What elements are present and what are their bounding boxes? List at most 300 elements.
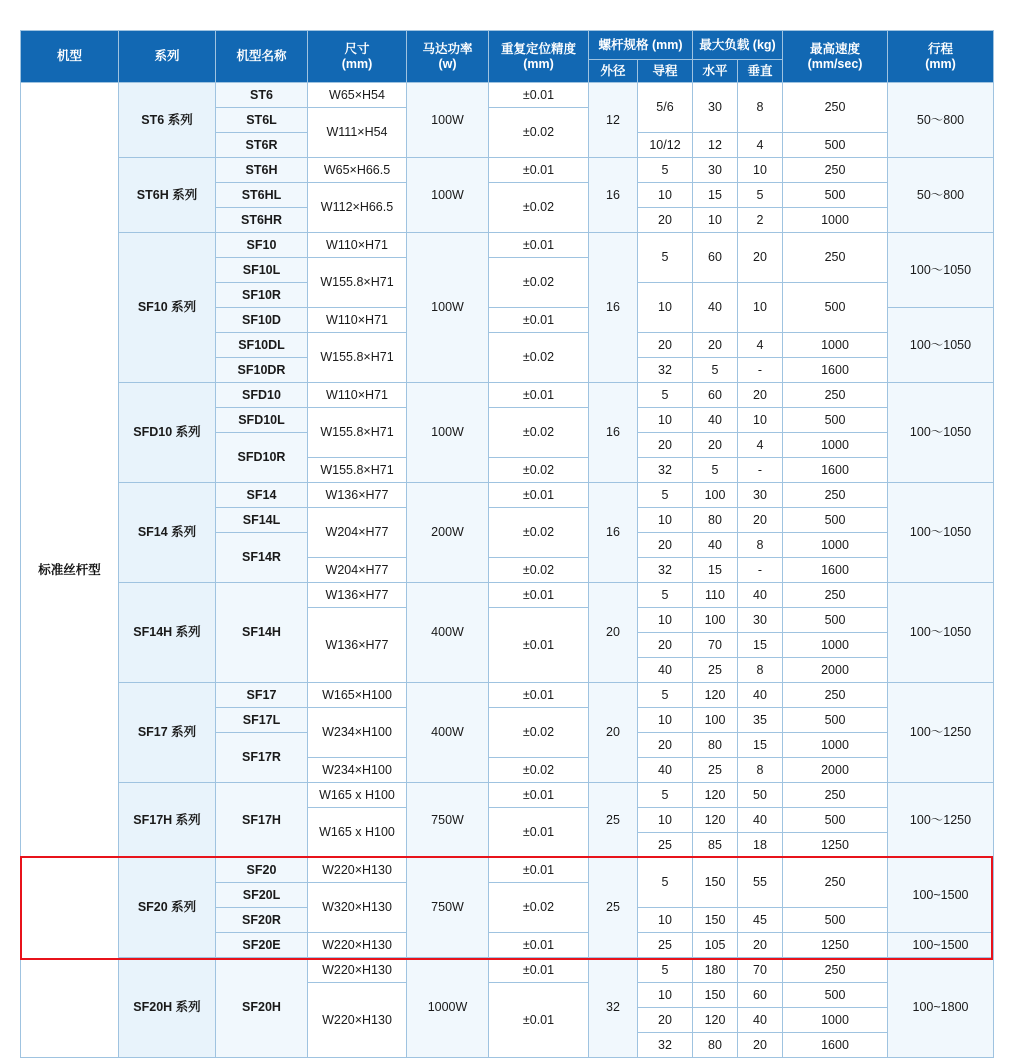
screw-lead-cell: 32 (638, 558, 693, 583)
screw-lead-cell: 40 (638, 758, 693, 783)
model-name-cell: SF20 (216, 858, 308, 883)
screw-outer-cell: 16 (589, 483, 638, 583)
load-horizontal-cell: 60 (693, 383, 738, 408)
screw-outer-cell: 20 (589, 583, 638, 683)
load-vertical-cell: 15 (738, 733, 783, 758)
table-row (21, 158, 994, 183)
size-cell: W136×H77 (308, 483, 407, 508)
screw-outer-cell: 16 (589, 158, 638, 233)
max-speed-cell: 250 (783, 158, 888, 183)
load-vertical-cell: - (738, 358, 783, 383)
screw-outer-cell: 16 (589, 383, 638, 483)
load-vertical-cell: 20 (738, 508, 783, 533)
screw-lead-cell: 10 (638, 508, 693, 533)
load-horizontal-cell: 100 (693, 483, 738, 508)
load-horizontal-cell: 30 (693, 83, 738, 133)
model-name-cell: SF17R (216, 733, 308, 783)
load-vertical-cell: 8 (738, 83, 783, 133)
screw-outer-cell: 12 (589, 83, 638, 158)
header-load-vertical: 垂直 (738, 60, 783, 83)
screw-lead-cell: 32 (638, 358, 693, 383)
load-vertical-cell: 10 (738, 408, 783, 433)
max-speed-cell: 500 (783, 508, 888, 533)
header-motor-power (407, 31, 489, 83)
load-horizontal-cell: 150 (693, 983, 738, 1008)
screw-lead-cell: 5 (638, 858, 693, 908)
motor-power-cell: 200W (407, 483, 489, 583)
size-cell: W110×H71 (308, 308, 407, 333)
max-speed-cell: 250 (783, 483, 888, 508)
size-cell: W155.8×H71 (308, 408, 407, 458)
size-cell: W110×H71 (308, 383, 407, 408)
repeat-accuracy-cell: ±0.01 (489, 308, 589, 333)
load-horizontal-cell: 100 (693, 708, 738, 733)
max-speed-cell: 1600 (783, 458, 888, 483)
header-stroke-line2: (mm) (925, 56, 956, 71)
repeat-accuracy-cell: ±0.01 (489, 158, 589, 183)
load-horizontal-cell: 80 (693, 1033, 738, 1058)
load-horizontal-cell: 40 (693, 533, 738, 558)
repeat-accuracy-cell: ±0.02 (489, 183, 589, 233)
load-vertical-cell: 55 (738, 858, 783, 908)
size-cell: W155.8×H71 (308, 458, 407, 483)
size-cell: W320×H130 (308, 883, 407, 933)
stroke-cell: 100～1050 (888, 383, 994, 483)
load-vertical-cell: 20 (738, 933, 783, 958)
max-speed-cell: 250 (783, 858, 888, 908)
model-name-cell: ST6R (216, 133, 308, 158)
screw-outer-cell: 25 (589, 858, 638, 958)
size-cell: W155.8×H71 (308, 258, 407, 308)
screw-outer-cell: 32 (589, 958, 638, 1058)
motor-power-cell: 100W (407, 83, 489, 158)
header-size-line1: 尺寸 (344, 41, 370, 56)
max-speed-cell: 1250 (783, 933, 888, 958)
load-vertical-cell: 8 (738, 758, 783, 783)
repeat-accuracy-cell: ±0.02 (489, 508, 589, 558)
repeat-accuracy-cell: ±0.01 (489, 608, 589, 683)
max-speed-cell: 1000 (783, 533, 888, 558)
motor-power-cell: 100W (407, 158, 489, 233)
screw-lead-cell: 5 (638, 233, 693, 283)
max-speed-cell: 250 (783, 958, 888, 983)
table-row (21, 683, 994, 708)
repeat-accuracy-cell: ±0.01 (489, 783, 589, 808)
max-speed-cell: 1600 (783, 558, 888, 583)
model-name-cell: SF14R (216, 533, 308, 583)
load-vertical-cell: 4 (738, 333, 783, 358)
header-type: 机型 (21, 31, 119, 83)
load-horizontal-cell: 40 (693, 283, 738, 333)
max-speed-cell: 500 (783, 608, 888, 633)
motor-power-cell: 750W (407, 858, 489, 958)
size-cell: W165 x H100 (308, 808, 407, 858)
load-horizontal-cell: 110 (693, 583, 738, 608)
size-cell: W112×H66.5 (308, 183, 407, 233)
screw-lead-cell: 10 (638, 283, 693, 333)
max-speed-cell: 250 (783, 683, 888, 708)
load-horizontal-cell: 80 (693, 733, 738, 758)
model-name-cell: SF10DL (216, 333, 308, 358)
header-load-horizontal: 水平 (693, 60, 738, 83)
screw-lead-cell: 32 (638, 1033, 693, 1058)
max-speed-cell: 250 (783, 583, 888, 608)
table-row (21, 783, 994, 808)
table-row (21, 483, 994, 508)
size-cell: W220×H130 (308, 933, 407, 958)
header-stroke-line1: 行程 (928, 41, 954, 56)
load-horizontal-cell: 15 (693, 183, 738, 208)
header-motor-line1: 马达功率 (422, 41, 473, 56)
load-horizontal-cell: 20 (693, 433, 738, 458)
model-name-cell: SF10D (216, 308, 308, 333)
specification-table (20, 30, 994, 1058)
load-horizontal-cell: 120 (693, 808, 738, 833)
model-name-cell: SF10R (216, 283, 308, 308)
model-name-cell: SF14 (216, 483, 308, 508)
size-cell: W234×H100 (308, 708, 407, 758)
load-vertical-cell: 30 (738, 608, 783, 633)
load-horizontal-cell: 150 (693, 908, 738, 933)
model-name-cell: ST6L (216, 108, 308, 133)
load-horizontal-cell: 40 (693, 408, 738, 433)
model-name-cell: SF14L (216, 508, 308, 533)
motor-power-cell: 1000W (407, 958, 489, 1058)
screw-lead-cell: 10 (638, 808, 693, 833)
max-speed-cell: 500 (783, 708, 888, 733)
repeat-accuracy-cell: ±0.01 (489, 83, 589, 108)
size-cell: W111×H54 (308, 108, 407, 158)
load-horizontal-cell: 30 (693, 158, 738, 183)
motor-power-cell: 750W (407, 783, 489, 858)
header-row-1 (21, 31, 994, 60)
max-speed-cell: 1000 (783, 333, 888, 358)
load-vertical-cell: 15 (738, 633, 783, 658)
stroke-cell: 100～1050 (888, 308, 994, 383)
screw-lead-cell: 5 (638, 483, 693, 508)
spec-table-container (20, 30, 993, 1058)
screw-lead-cell: 5 (638, 783, 693, 808)
load-horizontal-cell: 5 (693, 358, 738, 383)
load-vertical-cell: - (738, 558, 783, 583)
stroke-cell: 50～800 (888, 158, 994, 233)
load-horizontal-cell: 150 (693, 858, 738, 908)
model-name-cell: ST6HR (216, 208, 308, 233)
max-speed-cell: 2000 (783, 758, 888, 783)
max-speed-cell: 500 (783, 808, 888, 833)
max-speed-cell: 1000 (783, 1008, 888, 1033)
model-name-cell: SF20L (216, 883, 308, 908)
model-name-cell: ST6H (216, 158, 308, 183)
load-vertical-cell: 8 (738, 658, 783, 683)
size-cell: W136×H77 (308, 608, 407, 683)
load-horizontal-cell: 105 (693, 933, 738, 958)
stroke-cell: 100～1050 (888, 483, 994, 583)
max-speed-cell: 1600 (783, 358, 888, 383)
size-cell: W165×H100 (308, 683, 407, 708)
screw-outer-cell: 20 (589, 683, 638, 783)
max-speed-cell: 1000 (783, 208, 888, 233)
load-vertical-cell: 40 (738, 683, 783, 708)
max-speed-cell: 1000 (783, 733, 888, 758)
header-screw-spec: 螺杆规格 (mm) (589, 31, 693, 60)
table-body (21, 83, 994, 1058)
screw-lead-cell: 10 (638, 608, 693, 633)
header-series: 系列 (119, 31, 216, 83)
table-row (21, 858, 994, 883)
repeat-accuracy-cell: ±0.01 (489, 808, 589, 858)
load-vertical-cell: - (738, 458, 783, 483)
repeat-accuracy-cell: ±0.01 (489, 383, 589, 408)
screw-lead-cell: 20 (638, 333, 693, 358)
table-row (21, 383, 994, 408)
series-cell: SF17H 系列 (119, 783, 216, 858)
max-speed-cell: 500 (783, 408, 888, 433)
stroke-cell: 50～800 (888, 83, 994, 158)
model-name-cell: ST6 (216, 83, 308, 108)
table-header (21, 31, 994, 83)
load-vertical-cell: 2 (738, 208, 783, 233)
load-vertical-cell: 18 (738, 833, 783, 858)
model-name-cell: SF20R (216, 908, 308, 933)
header-speed-line2: (mm/sec) (807, 56, 863, 71)
header-screw-lead: 导程 (638, 60, 693, 83)
screw-lead-cell: 5 (638, 683, 693, 708)
repeat-accuracy-cell: ±0.02 (489, 558, 589, 583)
load-vertical-cell: 8 (738, 533, 783, 558)
load-horizontal-cell: 120 (693, 683, 738, 708)
max-speed-cell: 2000 (783, 658, 888, 683)
size-cell: W65×H54 (308, 83, 407, 108)
stroke-cell: 100～1050 (888, 233, 994, 308)
load-vertical-cell: 20 (738, 1033, 783, 1058)
repeat-accuracy-cell: ±0.01 (489, 583, 589, 608)
model-name-cell: SF20E (216, 933, 308, 958)
header-stroke (888, 31, 994, 83)
load-vertical-cell: 4 (738, 433, 783, 458)
screw-outer-cell: 25 (589, 783, 638, 858)
model-name-cell: SF10DR (216, 358, 308, 383)
header-motor-line2: (w) (438, 56, 457, 71)
header-speed-line1: 最高速度 (810, 41, 861, 56)
max-speed-cell: 250 (783, 83, 888, 133)
repeat-accuracy-cell: ±0.02 (489, 758, 589, 783)
screw-lead-cell: 25 (638, 833, 693, 858)
load-horizontal-cell: 60 (693, 233, 738, 283)
load-horizontal-cell: 85 (693, 833, 738, 858)
repeat-accuracy-cell: ±0.01 (489, 983, 589, 1058)
motor-power-cell: 400W (407, 683, 489, 783)
model-name-cell: SFD10 (216, 383, 308, 408)
screw-lead-cell: 10 (638, 408, 693, 433)
size-cell: W155.8×H71 (308, 333, 407, 383)
load-vertical-cell: 10 (738, 283, 783, 333)
screw-lead-cell: 5 (638, 158, 693, 183)
model-name-cell: ST6HL (216, 183, 308, 208)
load-horizontal-cell: 10 (693, 208, 738, 233)
header-model-name: 机型名称 (216, 31, 308, 83)
screw-lead-cell: 5/6 (638, 83, 693, 133)
table-row (21, 233, 994, 258)
stroke-cell: 100~1800 (888, 958, 994, 1058)
max-speed-cell: 250 (783, 383, 888, 408)
load-horizontal-cell: 180 (693, 958, 738, 983)
stroke-cell: 100～1250 (888, 683, 994, 783)
repeat-accuracy-cell: ±0.01 (489, 683, 589, 708)
repeat-accuracy-cell: ±0.01 (489, 483, 589, 508)
motor-power-cell: 100W (407, 383, 489, 483)
table-row (21, 83, 994, 108)
table-row (21, 958, 994, 983)
stroke-cell: 100～1050 (888, 583, 994, 683)
load-vertical-cell: 4 (738, 133, 783, 158)
repeat-accuracy-cell: ±0.02 (489, 333, 589, 383)
stroke-cell: 100~1500 (888, 858, 994, 933)
size-cell: W165 x H100 (308, 783, 407, 808)
model-name-cell: SF14H (216, 583, 308, 683)
repeat-accuracy-cell: ±0.01 (489, 958, 589, 983)
model-name-cell: SFD10L (216, 408, 308, 433)
load-horizontal-cell: 15 (693, 558, 738, 583)
series-cell: SF20H 系列 (119, 958, 216, 1058)
table-row (21, 583, 994, 608)
header-max-speed (783, 31, 888, 83)
screw-lead-cell: 10 (638, 708, 693, 733)
size-cell: W65×H66.5 (308, 158, 407, 183)
screw-lead-cell: 20 (638, 733, 693, 758)
series-cell: SF14H 系列 (119, 583, 216, 683)
screw-lead-cell: 20 (638, 1008, 693, 1033)
model-name-cell: SF20H (216, 958, 308, 1058)
max-speed-cell: 1600 (783, 1033, 888, 1058)
header-size-line2: (mm) (341, 56, 373, 71)
series-cell: SF10 系列 (119, 233, 216, 383)
stroke-cell: 100～1250 (888, 783, 994, 858)
load-vertical-cell: 10 (738, 158, 783, 183)
stroke-cell: 100~1500 (888, 933, 994, 958)
load-vertical-cell: 60 (738, 983, 783, 1008)
model-name-cell: SF17H (216, 783, 308, 858)
series-cell: SF20 系列 (119, 858, 216, 958)
load-vertical-cell: 35 (738, 708, 783, 733)
load-vertical-cell: 5 (738, 183, 783, 208)
load-vertical-cell: 20 (738, 383, 783, 408)
header-repeat-accuracy (489, 31, 589, 83)
header-max-load: 最大负载 (kg) (693, 31, 783, 60)
load-horizontal-cell: 25 (693, 758, 738, 783)
repeat-accuracy-cell: ±0.02 (489, 258, 589, 308)
max-speed-cell: 500 (783, 283, 888, 333)
size-cell: W220×H130 (308, 858, 407, 883)
category-cell: 标准丝杆型 (21, 83, 119, 1058)
model-name-cell: SF17L (216, 708, 308, 733)
load-horizontal-cell: 20 (693, 333, 738, 358)
header-repeat-line1: 重复定位精度 (500, 41, 576, 56)
max-speed-cell: 250 (783, 783, 888, 808)
screw-lead-cell: 5 (638, 583, 693, 608)
repeat-accuracy-cell: ±0.02 (489, 108, 589, 158)
series-cell: SFD10 系列 (119, 383, 216, 483)
size-cell: W220×H130 (308, 958, 407, 983)
motor-power-cell: 100W (407, 233, 489, 383)
series-cell: ST6 系列 (119, 83, 216, 158)
repeat-accuracy-cell: ±0.02 (489, 408, 589, 458)
load-horizontal-cell: 100 (693, 608, 738, 633)
screw-lead-cell: 25 (638, 933, 693, 958)
max-speed-cell: 500 (783, 983, 888, 1008)
screw-lead-cell: 20 (638, 433, 693, 458)
model-name-cell: SF17 (216, 683, 308, 708)
model-name-cell: SF10L (216, 258, 308, 283)
screw-lead-cell: 10/12 (638, 133, 693, 158)
model-name-cell: SFD10R (216, 433, 308, 483)
repeat-accuracy-cell: ±0.02 (489, 883, 589, 933)
size-cell: W110×H71 (308, 233, 407, 258)
series-cell: SF17 系列 (119, 683, 216, 783)
header-screw-outer: 外径 (589, 60, 638, 83)
load-horizontal-cell: 120 (693, 1008, 738, 1033)
motor-power-cell: 400W (407, 583, 489, 683)
max-speed-cell: 1250 (783, 833, 888, 858)
screw-lead-cell: 20 (638, 533, 693, 558)
size-cell: W136×H77 (308, 583, 407, 608)
load-horizontal-cell: 80 (693, 508, 738, 533)
max-speed-cell: 250 (783, 233, 888, 283)
repeat-accuracy-cell: ±0.01 (489, 233, 589, 258)
screw-lead-cell: 40 (638, 658, 693, 683)
size-cell: W204×H77 (308, 508, 407, 558)
load-vertical-cell: 20 (738, 233, 783, 283)
series-cell: SF14 系列 (119, 483, 216, 583)
screw-outer-cell: 16 (589, 233, 638, 383)
screw-lead-cell: 5 (638, 958, 693, 983)
screw-lead-cell: 10 (638, 908, 693, 933)
load-vertical-cell: 40 (738, 583, 783, 608)
load-vertical-cell: 30 (738, 483, 783, 508)
size-cell: W204×H77 (308, 558, 407, 583)
model-name-cell: SF10 (216, 233, 308, 258)
load-vertical-cell: 40 (738, 808, 783, 833)
repeat-accuracy-cell: ±0.02 (489, 708, 589, 758)
size-cell: W220×H130 (308, 983, 407, 1058)
load-horizontal-cell: 25 (693, 658, 738, 683)
load-vertical-cell: 70 (738, 958, 783, 983)
max-speed-cell: 1000 (783, 633, 888, 658)
header-repeat-line2: (mm) (523, 56, 554, 71)
screw-lead-cell: 20 (638, 208, 693, 233)
screw-lead-cell: 32 (638, 458, 693, 483)
max-speed-cell: 500 (783, 133, 888, 158)
repeat-accuracy-cell: ±0.01 (489, 858, 589, 883)
screw-lead-cell: 20 (638, 633, 693, 658)
load-horizontal-cell: 12 (693, 133, 738, 158)
max-speed-cell: 1000 (783, 433, 888, 458)
header-size (308, 31, 407, 83)
max-speed-cell: 500 (783, 183, 888, 208)
screw-lead-cell: 10 (638, 983, 693, 1008)
load-vertical-cell: 40 (738, 1008, 783, 1033)
screw-lead-cell: 10 (638, 183, 693, 208)
load-vertical-cell: 50 (738, 783, 783, 808)
load-horizontal-cell: 5 (693, 458, 738, 483)
repeat-accuracy-cell: ±0.02 (489, 458, 589, 483)
load-horizontal-cell: 70 (693, 633, 738, 658)
max-speed-cell: 500 (783, 908, 888, 933)
screw-lead-cell: 5 (638, 383, 693, 408)
repeat-accuracy-cell: ±0.01 (489, 933, 589, 958)
size-cell: W234×H100 (308, 758, 407, 783)
series-cell: ST6H 系列 (119, 158, 216, 233)
